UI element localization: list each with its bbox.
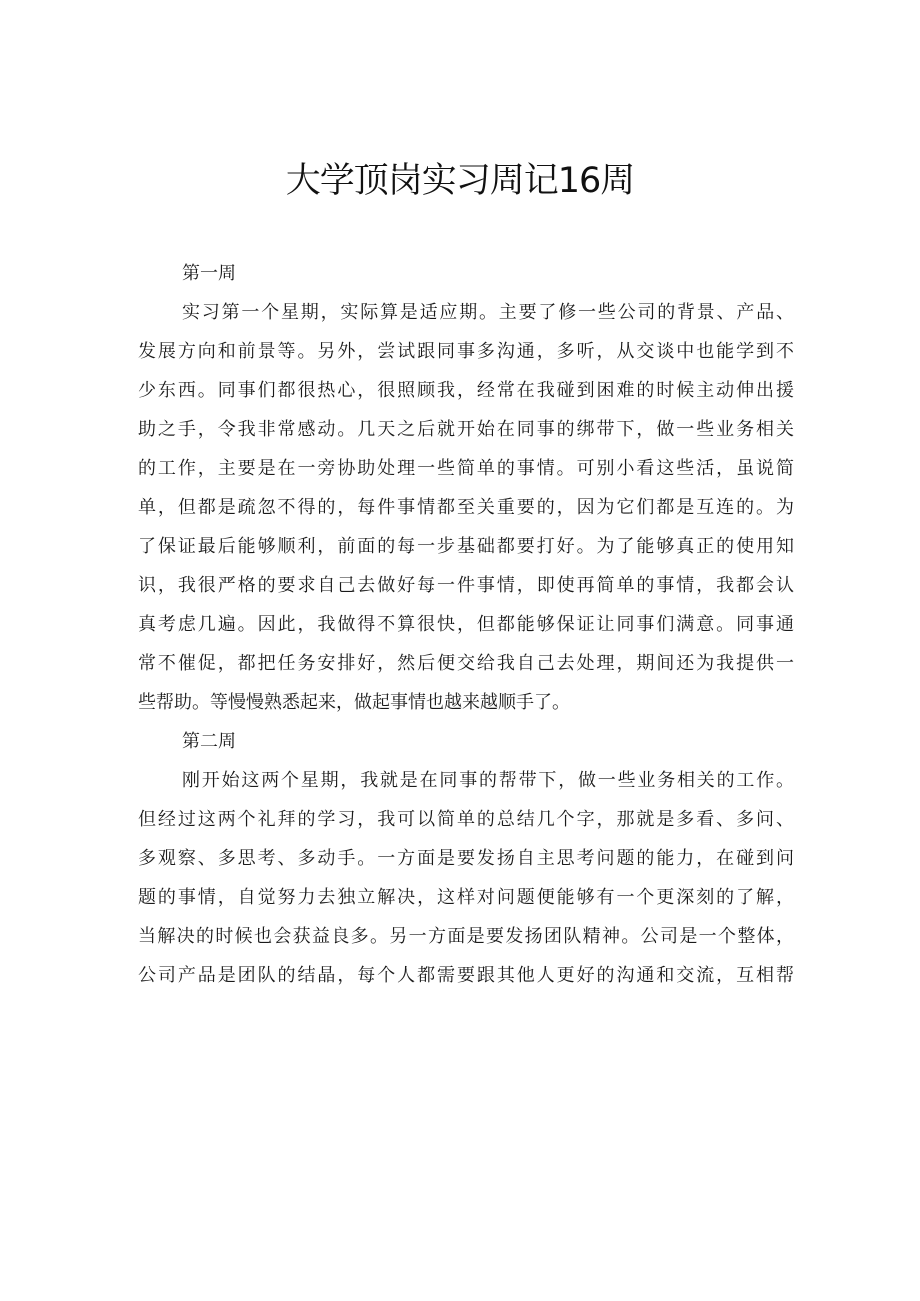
paragraph-line: 题的事情，自觉努力去独立解决，这样对问题便能够有一个更深刻的了解，	[138, 887, 794, 908]
week-2-heading: 第二周	[182, 731, 236, 752]
paragraph-line: 识，我很严格的要求自己去做好每一件事情，即使再简单的事情，我都会认	[138, 575, 794, 596]
week-2-paragraph	[138, 761, 794, 995]
paragraph-line: 常不催促，都把任务安排好，然后便交给我自己去处理，期间还为我提供一	[138, 653, 794, 674]
week-1-paragraph	[138, 293, 794, 722]
paragraph-line: 发展方向和前景等。另外，尝试跟同事多沟通，多听，从交谈中也能学到不	[138, 341, 794, 362]
document-body	[138, 254, 794, 995]
paragraph-line: 但经过这两个礼拜的学习，我可以简单的总结几个字，那就是多看、多问、	[138, 809, 794, 830]
paragraph-line: 公司产品是团队的结晶，每个人都需要跟其他人更好的沟通和交流，互相帮	[138, 965, 794, 986]
paragraph-line: 助之手，令我非常感动。几天之后就开始在同事的绑带下，做一些业务相关	[138, 419, 794, 440]
document-title: 大学顶岗实习周记16周	[285, 161, 635, 201]
paragraph-line: 的工作，主要是在一旁协助处理一些简单的事情。可别小看这些活，虽说简	[138, 458, 794, 479]
paragraph-line: 真考虑几遍。因此，我做得不算很快，但都能够保证让同事们满意。同事通	[138, 614, 794, 635]
week-1-heading: 第一周	[182, 263, 236, 284]
paragraph-line: 实习第一个星期，实际算是适应期。主要了修一些公司的背景、产品、	[182, 302, 794, 323]
paragraph-line: 单，但都是疏忽不得的，每件事情都至关重要的，因为它们都是互连的。为	[138, 497, 794, 518]
paragraph-line: 少东西。同事们都很热心，很照顾我，经常在我碰到困难的时候主动伸出援	[138, 380, 794, 401]
paragraph-line: 刚开始这两个星期，我就是在同事的帮带下，做一些业务相关的工作。	[182, 770, 794, 791]
paragraph-line: 了保证最后能够顺利，前面的每一步基础都要打好。为了能够真正的使用知	[138, 536, 794, 557]
paragraph-line: 多观察、多思考、多动手。一方面是要发扬自主思考问题的能力，在碰到问	[138, 848, 794, 869]
paragraph-line: 当解决的时候也会获益良多。另一方面是要发扬团队精神。公司是一个整体，	[138, 926, 794, 947]
paragraph-line: 些帮助。等慢慢熟悉起来，做起事情也越来越顺手了。	[138, 692, 570, 713]
